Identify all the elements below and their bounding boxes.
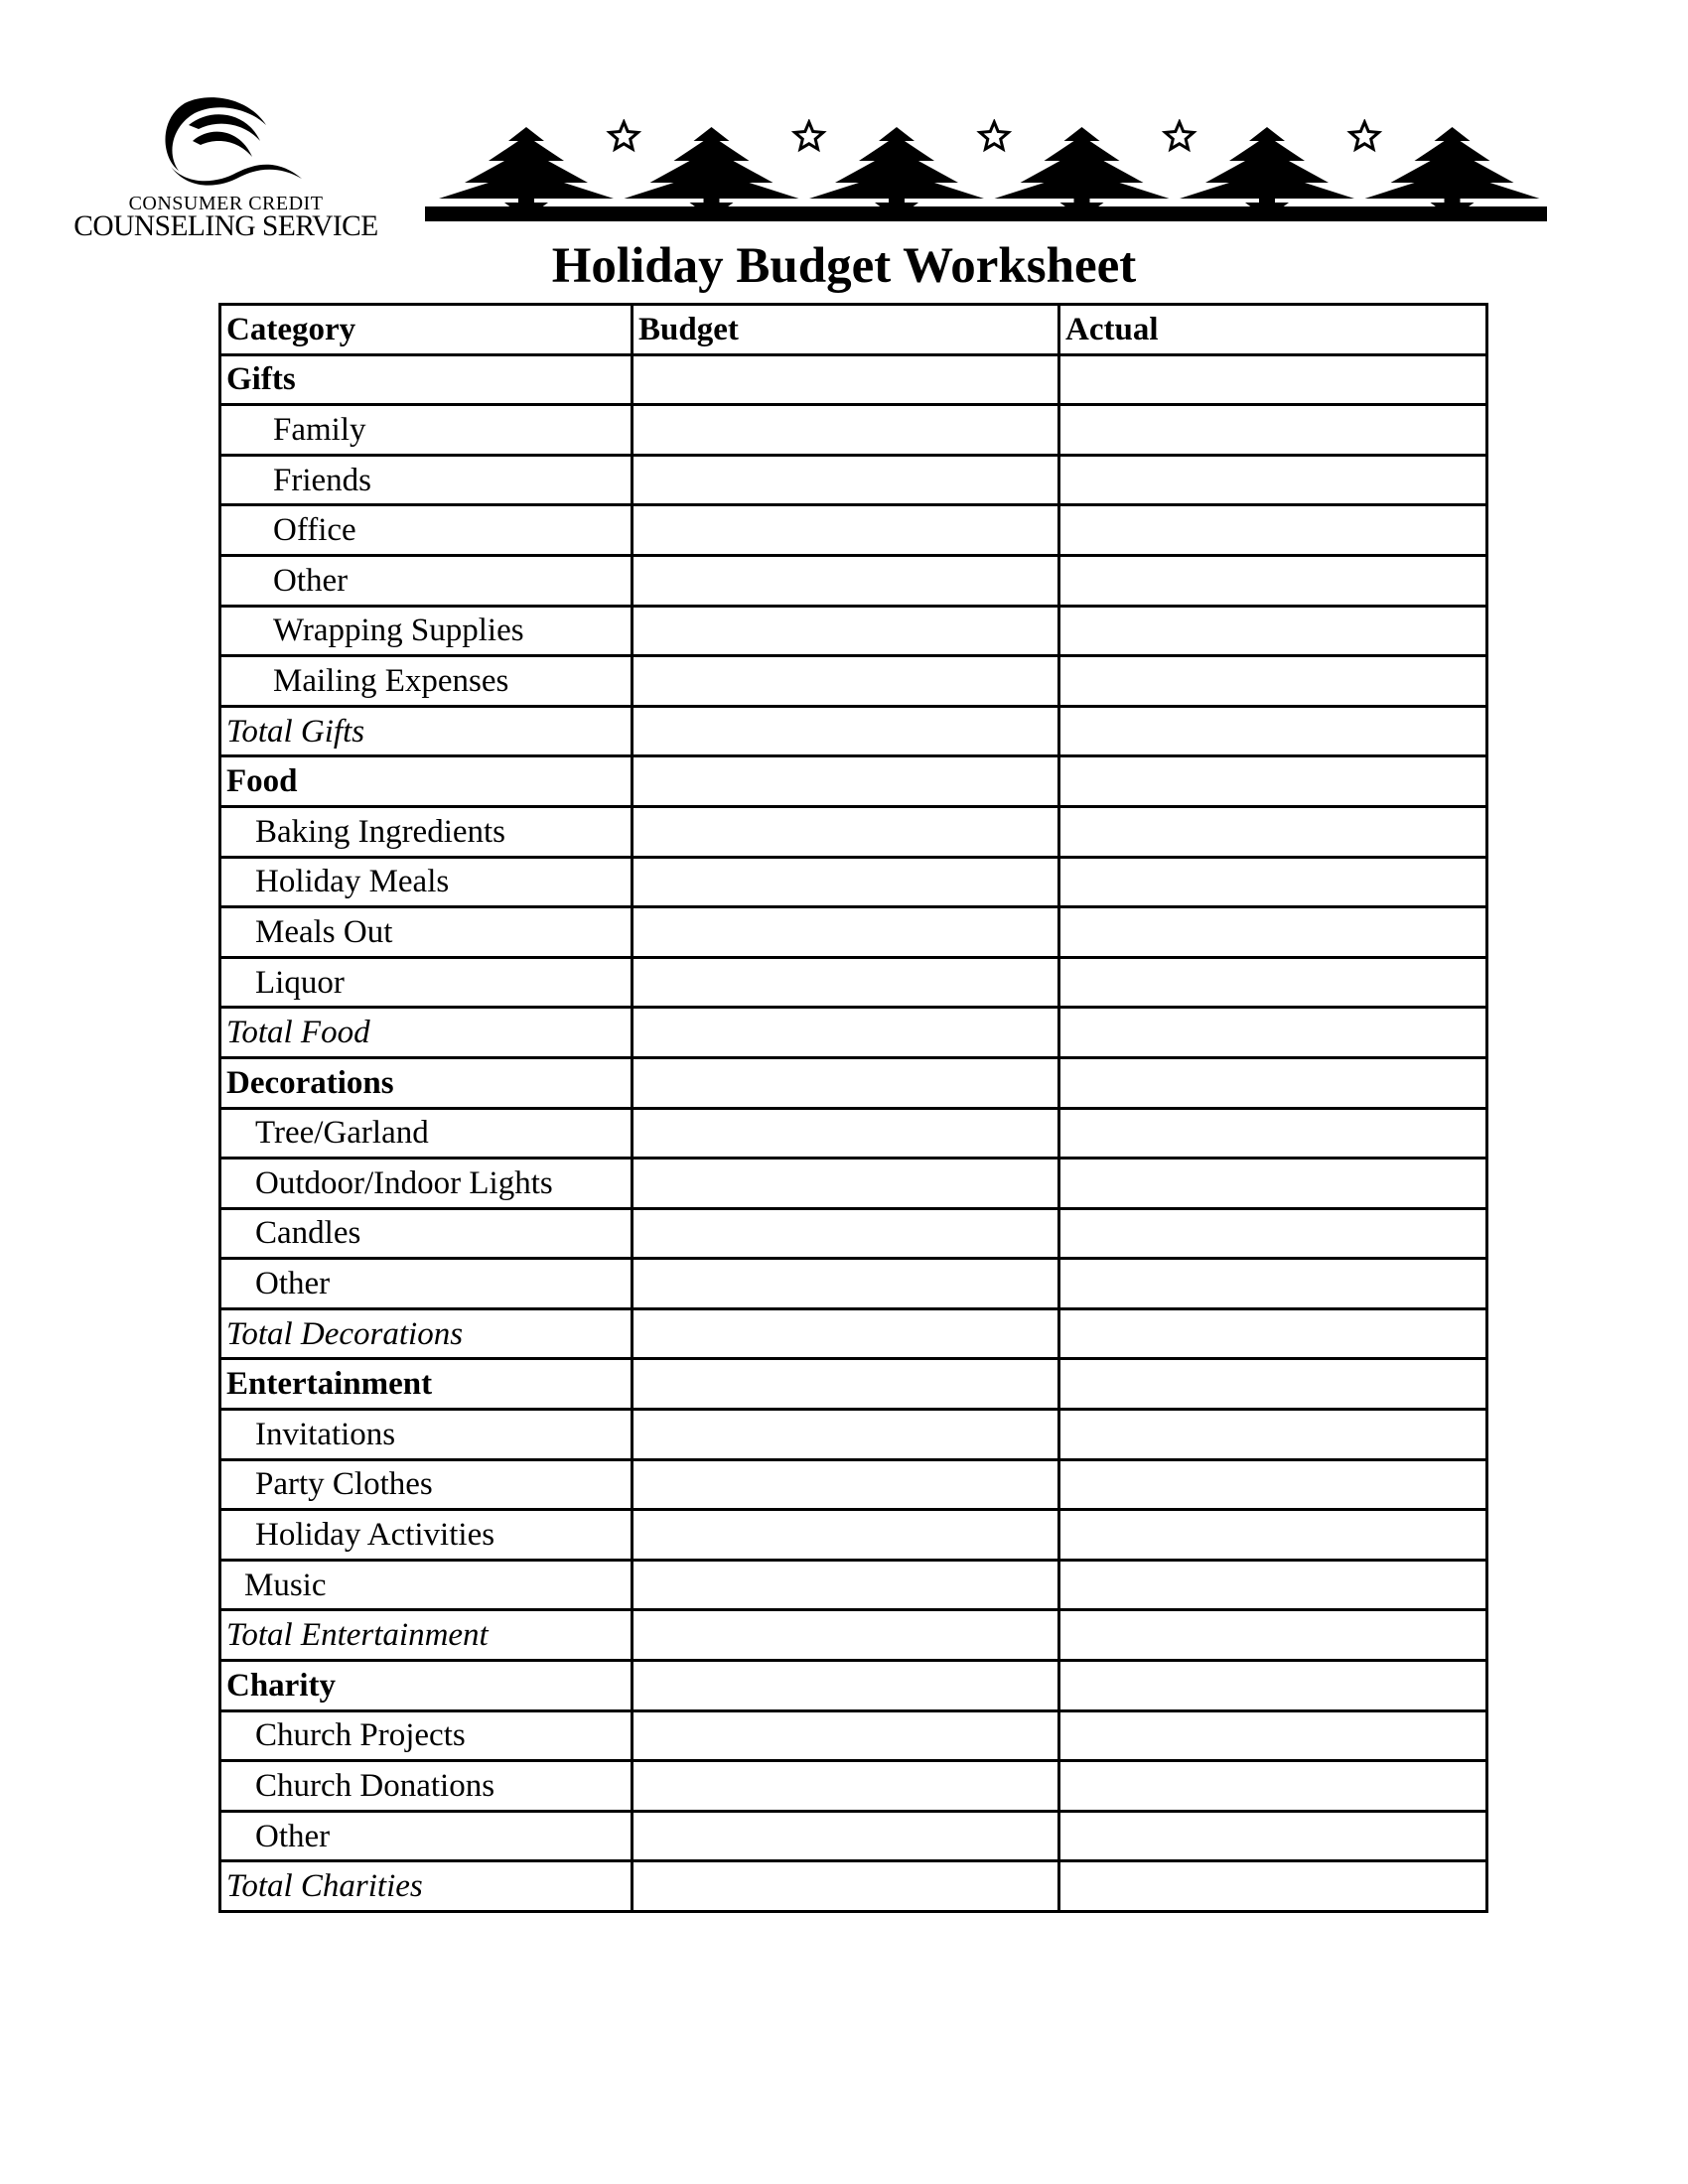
budget-cell[interactable] [633,1410,1059,1460]
category-label: Mailing Expenses [220,656,633,707]
category-header-row [220,1057,1487,1108]
category-label: Church Projects [220,1710,633,1761]
budget-cell[interactable] [633,455,1059,505]
category-label: Church Donations [220,1761,633,1812]
budget-cell[interactable] [633,1710,1059,1761]
actual-cell[interactable] [1059,1159,1487,1209]
column-header-actual: Actual [1059,305,1487,355]
actual-cell[interactable] [1059,1008,1487,1058]
total-row [220,1008,1487,1058]
budget-cell[interactable] [633,1108,1059,1159]
category-label: Music [220,1560,633,1610]
table-header-row [220,305,1487,355]
category-label: Total Charities [220,1861,633,1912]
category-label: Family [220,405,633,456]
budget-cell[interactable] [633,354,1059,405]
actual-cell[interactable] [1059,857,1487,907]
table-row [220,1108,1487,1159]
actual-cell[interactable] [1059,405,1487,456]
category-label: Invitations [220,1410,633,1460]
actual-cell[interactable] [1059,354,1487,405]
column-header-budget: Budget [633,305,1059,355]
actual-cell[interactable] [1059,706,1487,756]
table-row [220,1259,1487,1309]
table-row [220,1208,1487,1259]
budget-cell[interactable] [633,706,1059,756]
budget-cell[interactable] [633,1560,1059,1610]
actual-cell[interactable] [1059,756,1487,807]
category-label: Gifts [220,354,633,405]
table-row [220,1710,1487,1761]
logo-text-counseling-service: COUNSELING SERVICE [73,209,378,242]
actual-cell[interactable] [1059,1560,1487,1610]
budget-cell[interactable] [633,505,1059,556]
budget-cell[interactable] [633,1610,1059,1661]
holiday-budget-table [218,303,1488,1913]
category-label: Total Gifts [220,706,633,756]
actual-cell[interactable] [1059,1811,1487,1861]
christmas-tree-icon [1365,127,1540,208]
category-label: Total Decorations [220,1308,633,1359]
table-row [220,405,1487,456]
category-header-row [220,354,1487,405]
budget-cell[interactable] [633,907,1059,958]
category-label: Food [220,756,633,807]
table-row [220,1159,1487,1209]
budget-cell[interactable] [633,1761,1059,1812]
actual-cell[interactable] [1059,957,1487,1008]
table-row [220,1459,1487,1510]
total-row [220,1861,1487,1912]
christmas-tree-banner [425,119,1547,222]
table-row [220,957,1487,1008]
category-header-row [220,756,1487,807]
category-label: Other [220,555,633,606]
budget-cell[interactable] [633,806,1059,857]
actual-cell[interactable] [1059,1108,1487,1159]
actual-cell[interactable] [1059,455,1487,505]
category-label: Outdoor/Indoor Lights [220,1159,633,1209]
category-label: Entertainment [220,1359,633,1410]
category-label: Candles [220,1208,633,1259]
actual-cell[interactable] [1059,1308,1487,1359]
actual-cell[interactable] [1059,1208,1487,1259]
column-header-category: Category [220,305,633,355]
category-label: Total Food [220,1008,633,1058]
table-row [220,455,1487,505]
star-outline-icon [610,122,638,149]
budget-cell[interactable] [633,1661,1059,1711]
budget-cell[interactable] [633,1510,1059,1561]
logo-text-consumer-credit: CONSUMER CREDIT [128,193,324,214]
budget-cell[interactable] [633,1208,1059,1259]
actual-cell[interactable] [1059,1057,1487,1108]
actual-cell[interactable] [1059,1710,1487,1761]
budget-cell[interactable] [633,957,1059,1008]
budget-cell[interactable] [633,1811,1059,1861]
actual-cell[interactable] [1059,555,1487,606]
table-row [220,1510,1487,1561]
category-label: Party Clothes [220,1459,633,1510]
actual-cell[interactable] [1059,1861,1487,1912]
consumer-credit-logo [70,91,382,245]
budget-cell[interactable] [633,857,1059,907]
actual-cell[interactable] [1059,1359,1487,1410]
category-label: Baking Ingredients [220,806,633,857]
budget-cell[interactable] [633,656,1059,707]
actual-cell[interactable] [1059,656,1487,707]
christmas-tree-icon [439,127,614,208]
budget-cell[interactable] [633,1057,1059,1108]
category-label: Total Entertainment [220,1610,633,1661]
table-row [220,907,1487,958]
star-outline-icon [1166,122,1195,149]
actual-cell[interactable] [1059,1661,1487,1711]
table-row [220,806,1487,857]
category-label: Decorations [220,1057,633,1108]
total-row [220,1308,1487,1359]
star-outline-icon [1350,122,1379,149]
christmas-tree-icon [625,127,799,208]
budget-cell[interactable] [633,1308,1059,1359]
table-row [220,1761,1487,1812]
christmas-tree-icon [1180,127,1354,208]
category-header-row [220,1661,1487,1711]
budget-cell[interactable] [633,606,1059,656]
actual-cell[interactable] [1059,606,1487,656]
table-row [220,555,1487,606]
actual-cell[interactable] [1059,907,1487,958]
category-label: Other [220,1811,633,1861]
budget-cell[interactable] [633,1159,1059,1209]
table-row [220,1410,1487,1460]
actual-cell[interactable] [1059,1510,1487,1561]
actual-cell[interactable] [1059,1761,1487,1812]
star-outline-icon [980,122,1009,149]
table-row [220,656,1487,707]
budget-cell[interactable] [633,1861,1059,1912]
budget-cell[interactable] [633,405,1059,456]
banner-ground-bar [425,206,1547,221]
table-row [220,606,1487,656]
table-row [220,505,1487,556]
table-body [220,354,1487,1911]
category-label: Wrapping Supplies [220,606,633,656]
budget-cell[interactable] [633,756,1059,807]
table-row [220,1560,1487,1610]
total-row [220,1610,1487,1661]
category-label: Meals Out [220,907,633,958]
christmas-tree-icon [809,127,984,208]
budget-cell[interactable] [633,1359,1059,1410]
actual-cell[interactable] [1059,806,1487,857]
christmas-tree-icon [995,127,1170,208]
budget-cell[interactable] [633,555,1059,606]
category-label: Holiday Meals [220,857,633,907]
actual-cell[interactable] [1059,505,1487,556]
table-row [220,857,1487,907]
category-label: Friends [220,455,633,505]
budget-cell[interactable] [633,1008,1059,1058]
budget-cell[interactable] [633,1259,1059,1309]
category-label: Office [220,505,633,556]
actual-cell[interactable] [1059,1410,1487,1460]
category-label: Holiday Activities [220,1510,633,1561]
swoosh-logo-icon [149,95,308,190]
category-label: Liquor [220,957,633,1008]
category-label: Charity [220,1661,633,1711]
total-row [220,706,1487,756]
actual-cell[interactable] [1059,1459,1487,1510]
star-outline-icon [795,122,824,149]
actual-cell[interactable] [1059,1610,1487,1661]
category-header-row [220,1359,1487,1410]
budget-cell[interactable] [633,1459,1059,1510]
table-row [220,1811,1487,1861]
actual-cell[interactable] [1059,1259,1487,1309]
category-label: Tree/Garland [220,1108,633,1159]
category-label: Other [220,1259,633,1309]
page-title: Holiday Budget Worksheet [551,238,1137,294]
